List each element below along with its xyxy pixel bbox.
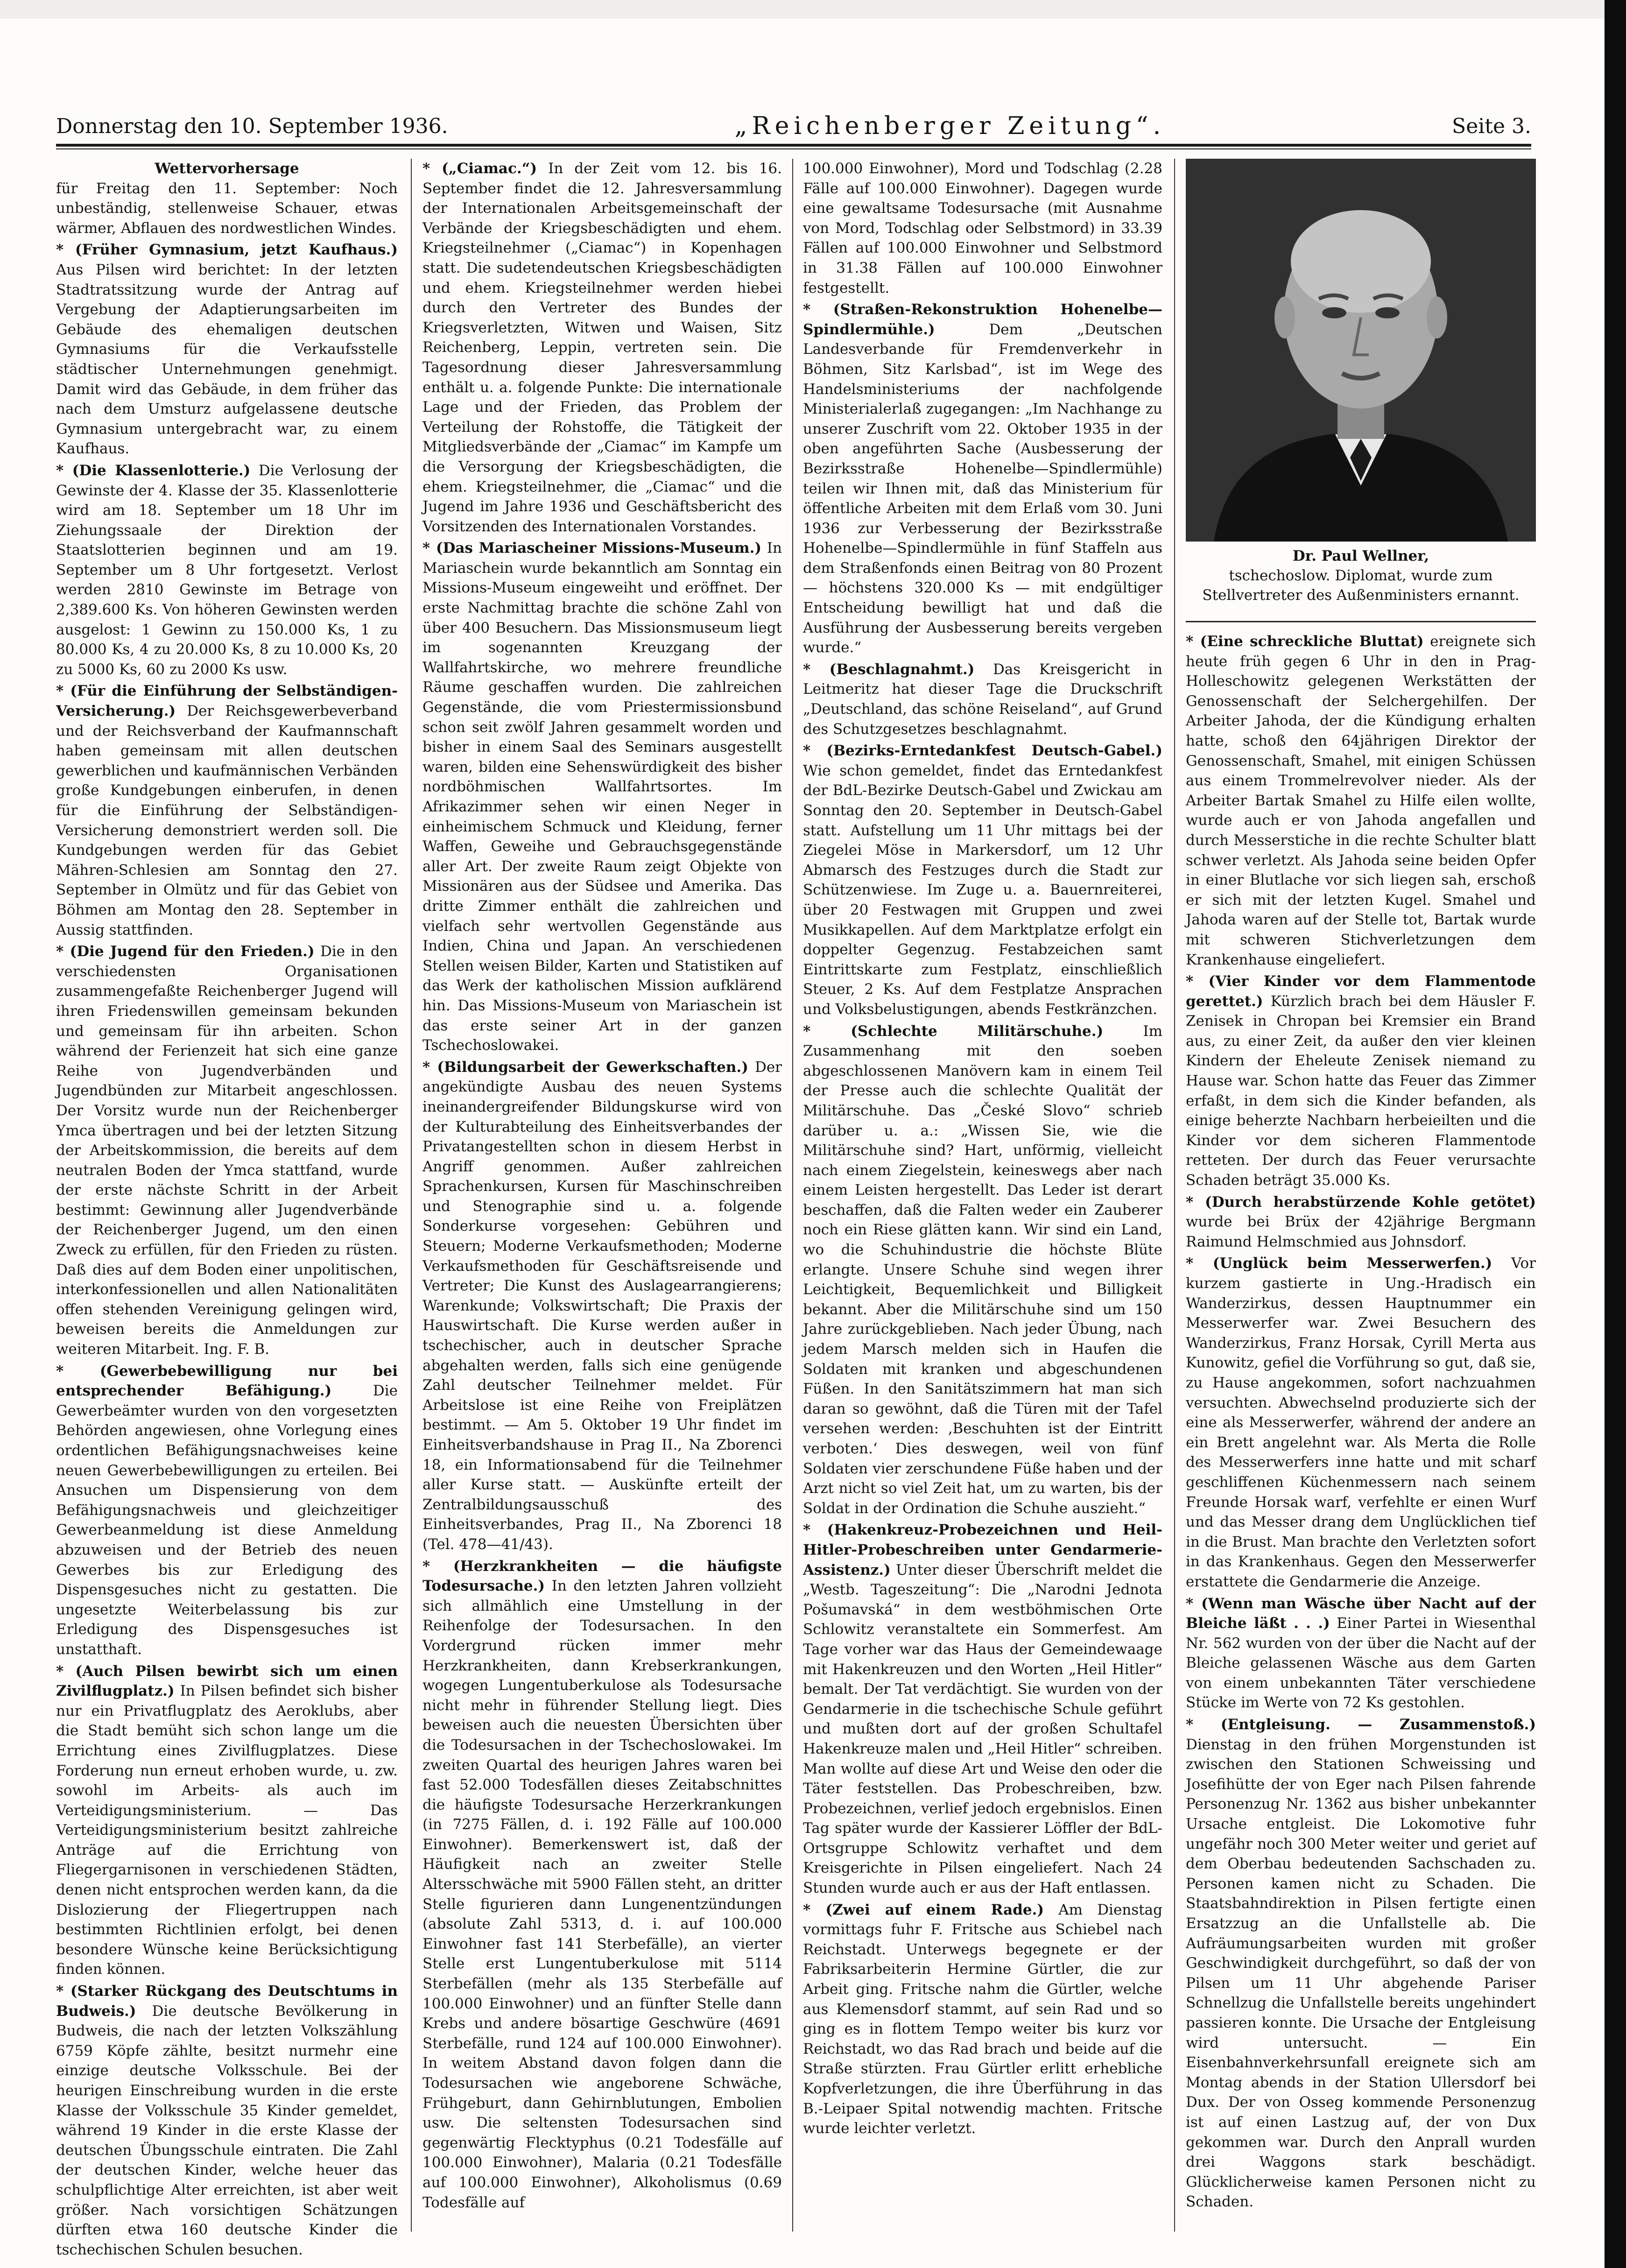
article-headline: * (Starker Rückgang des Deutschtums in Budweis.) [56, 1983, 398, 2020]
article-paragraph [56, 461, 398, 680]
column-divider [792, 159, 793, 2232]
article-text: wurde bei Brüx der 42jährige Bergmann Raimund Helmschmied aus Johnsdorf. [1186, 1213, 1536, 1250]
header-date: Donnerstag den 10. September 1936. [56, 114, 448, 138]
column-4-articles [1186, 632, 1536, 2212]
page-number: Seite 3. [1452, 114, 1531, 138]
header-rule [56, 144, 1531, 147]
article-paragraph [56, 942, 398, 1359]
portrait-photo [1186, 159, 1536, 542]
header-rule-thin [56, 148, 1531, 149]
portrait-illustration [1186, 159, 1536, 542]
article-headline: * (Hakenkreuz-Probezeichnen und Heil-Hitler-Probeschreiben unter Gendarmerie-Assistenz.) [803, 1521, 1162, 1578]
article-paragraph [803, 1900, 1162, 2139]
caption-name: Dr. Paul Wellner, [1292, 548, 1429, 564]
article-paragraph [56, 1662, 398, 1980]
article-paragraph [422, 159, 782, 536]
article-headline: * (Durch herabstürzende Kohle getötet) [1186, 1193, 1536, 1211]
article-text: Der Reichsgewerbeverband und der Reichsverband der Kaufmannschaft haben gemeinsam mit allen deutschen gewerblichen und kaufmännischen Verbänden große Kundgebungen einberufen, in denen für die Einführung der Selbständigen-Versicherung demonstriert werden soll. Die Kundgebungen werden für das Gebiet Mähren-Schlesien am Sonntag den 27. September in Olmütz und für das Gebiet von Böhmen am Montag den 28. September in Aussig stattfinden. [56, 703, 398, 938]
article-headline: * (Beschlagnahmt.) [803, 661, 975, 678]
newspaper-title: „Reichenberger Zeitung“. [734, 112, 1166, 140]
page-header [56, 112, 1531, 140]
article-headline: * (Wenn man Wäsche über Nacht auf der Bleiche läßt . . .) [1186, 1595, 1536, 1632]
article-text: Dem „Deutschen Landesverbande für Fremdenverkehr in Böhmen, Sitz Karlsbad“, ist im Wege des Handelsministeriums der nachfolgende Ministerialerlaß zugegangen: „Im Nachhange zu unserer Zuschrift vom 22. Oktober 1935 in der oben angeführten Sache (Ausbesserung der Bezirksstraße Hohenelbe—Spindlermühle) teilen wir Ihnen mit, daß das Ministerium für öffentliche Arbeiten mit dem Erlaß vom 30. Juni 1936 zur Verbesserung der Bezirksstraße Hohenelbe—Spindlermühle in fünf Staffeln aus dem Straßenfonds einen Beitrag von 80 Prozent — höchstens 320.000 Ks — mit endgültiger Entscheidung bewilligt hat und daß die Ausführung der Ausbesserung bereits vergeben wurde.“ [803, 321, 1162, 656]
article-text: Am Dienstag vormittags fuhr F. Fritsche aus Schiebel nach Reichstadt. Unterwegs begegnete er der Fabriksarbeiterin Hermine Gürtler, die zur Arbeit ging. Fritsche nahm die Gürtler, welche aus Klemensdorf stammt, auf sein Rad und so ging es in flottem Tempo weiter bis kurz vor Reichstadt, wo das Rad brach und beide auf die Straße stürzten. Frau Gürtler erlitt erhebliche Kopfverletzungen, die ihre Überführung in das B.-Leipaer Spital notwendig machten. Fritsche wurde leichter verletzt. [803, 1901, 1162, 2137]
article-headline: * (Straßen-Rekonstruktion Hohenelbe—Spindlermühle.) [803, 301, 1162, 338]
article-paragraph [56, 179, 398, 239]
article-headline: * (Zwei auf einem Rade.) [803, 1901, 1044, 1918]
article-headline: * (Die Klassenlotterie.) [56, 462, 251, 479]
scan-top-band [0, 0, 1626, 19]
photo-caption [1186, 546, 1536, 605]
article-headline: * (Vier Kinder vor dem Flammentode gerettet.) [1186, 973, 1536, 1010]
article-headline: * (Eine schreckliche Bluttat) [1186, 633, 1424, 650]
article-paragraph [56, 1981, 398, 2260]
article-headline: * (Gewerbebewilligung nur bei entsprechender Befähigung.) [56, 1362, 398, 1400]
article-text: Die Verlosung der Gewinste der 4. Klasse der 35. Klassenlotterie wird am 18. September um 18 Uhr im Ziehungssaale der Direktion der Staatslotterien beginnen und am 19. September um 8 Uhr fortgesetzt. Verlost werden 2810 Gewinste im Betrage von 2,389.600 Ks. Von höheren Gewinsten werden ausgelost: 1 Gewinn zu 150.000 Ks, 1 zu 80.000 Ks, 4 zu 20.000 Ks, 8 zu 10.000 Ks, 20 zu 5000 Ks, 60 zu 2000 Ks usw. [56, 462, 398, 678]
column-4 [1186, 159, 1536, 2232]
article-paragraph [1186, 1715, 1536, 2212]
article-text: Im Zusammenhang mit den soeben abgeschlossenen Manövern kam in einem Teil der Presse auch die schlechte Qualität der Militärschuhe. Das „České Slovo“ schrieb darüber u. a.: „Wissen Sie, wie die Militärschuhe sind? Hart, unförmig, vielleicht nach einem Ziegelstein, keineswegs aber nach einem Leisten hergestellt. Das Leder ist derart beschaffen, daß die Falten weder ein Zauberer noch ein Riese glätten kann. Wir sind ein Land, wo die Schuhindustrie die höchste Blüte erlangte. Unsere Schuhe sind wegen ihrer Leichtigkeit, Bequemlichkeit und Billigkeit bekannt. Aber die Militärschuhe sind um 150 Jahre zurückgeblieben. Nach jeder Übung, nach jedem Marsch melden sich in Haufen die Soldaten mit kranken und abgeschundenen Füßen. In den Sanitätszimmern hat man sich daran so gewöhnt, daß die Türen mit der Tafel versehen werden: ‚Beschuhten ist der Eintritt verboten.‘ Dies deswegen, weil von fünf Soldaten vier zerschundene Füße haben und der Arzt nicht so viel Zeit hat, um zu warten, bis der Soldat in der Ordination die Schuhe auszieht.“ [803, 1022, 1162, 1517]
column-divider [1174, 159, 1175, 2232]
article-text: ereignete sich heute früh gegen 6 Uhr in den in Prag-Holleschowitz gelegenen Werkstätten der Genossenschaft der Selchergehilfen. Der Arbeiter Jahoda, der die Kündigung erhalten hatte, schoß den 64jährigen Direktor der Genossenschaft, Smahel, mit einigen Schüssen aus einem Trommelrevolver nieder. Als der Arbeiter Bartak Smahel zu Hilfe eilen wollte, wurde auch er von Jahoda angefallen und durch Messerstiche in die rechte Schulter blatt schwer verletzt. Als Jahoda seine beiden Opfer in einer Blutlache vor sich liegen sah, erschoß er sich mit der letzten Kugel. Smahel und Jahoda waren auf der Stelle tot, Bartak wurde mit schweren Stichverletzungen dem Krankenhause eingeliefert. [1186, 633, 1536, 968]
article-paragraph [422, 1057, 782, 1555]
article-paragraph [56, 681, 398, 940]
article-text: Die in den verschiedensten Organisationen zusammengefaßte Reichenberger Jugend will ihren Friedenswillen gemeinsam bekunden und gemeinsam für ihn arbeiten. Schon während der Ferienzeit hat sich eine ganze Reihe von Jugendverbänden und Jugendbünden zur Mitarbeit angeschlossen. Der Vorsitz wurde nun der Reichenberger Ymca übertragen und bei der letzten Sitzung der Arbeitskommission, die bereits auf dem neutralen Boden der Ymca stattfand, wurde der erste nächste Schritt in der Arbeit bestimmt: Gewinnung aller Jugendverbände der Reichenberger Jugend, um den einen Zweck zu erfüllen, für den Frieden zu rüsten. Daß dies auf dem Boden einer unpolitischen, interkonfessionellen und allen Nationalitäten offen stehenden Vereinigung gelingen wird, beweisen bereits die Anmeldungen zur weiteren Mitarbeit. Ing. F. B. [56, 943, 398, 1358]
article-paragraph [1186, 1594, 1536, 1713]
article-headline: * (Entgleisung. — Zusammenstoß.) [1186, 1716, 1536, 1733]
article-paragraph [803, 1520, 1162, 1898]
article-text: Dienstag in den frühen Morgenstunden ist zwischen den Stationen Schweissing und Josefihütte der von Eger nach Pilsen fahrende Personenzug Nr. 1362 aus bisher unbekannter Ursache entgleist. Die Lokomotive fuhr ungefähr noch 300 Meter weiter und geriet auf dem Oberbau bedeutenden Sachschaden zu. Personen kamen nicht zu Schaden. Die Staatsbahndirektion in Pilsen fertigte einen Ersatzzug an die Unfallstelle ab. Die Aufräumungsarbeiten wurden mit großer Geschwindigkeit durchgeführt, so daß der von Pilsen um 11 Uhr abgehende Pariser Schnellzug die Unfallstelle bereits ungehindert passieren konnte. Die Ursache der Entgleisung wird untersucht. — Ein Eisenbahnverkehrsunfall ereignete sich am Montag abends in der Station Ullersdorf bei Dux. Der von Osseg kommende Personenzug ist auf einen Lastzug auf, der von Dux gekommen war. Durch den Anprall wurden drei Waggons stark beschädigt. Glücklicherweise kamen Personen nicht zu Schaden. [1186, 1736, 1536, 2211]
column-divider [411, 159, 412, 2232]
article-paragraph [422, 538, 782, 1055]
article-paragraph [803, 300, 1162, 658]
article-headline: * („Ciamac.“) [422, 160, 537, 177]
article-paragraph [803, 741, 1162, 1019]
article-paragraph [1186, 632, 1536, 970]
article-headline: * (Bildungsarbeit der Gewerkschaften.) [422, 1058, 748, 1076]
article-headline: * (Die Jugend für den Frieden.) [56, 943, 315, 960]
article-text: Vor kurzem gastierte in Ung.-Hradisch ein Wanderzirkus, dessen Hauptnummer ein Messerwerfer war. Zwei Besuchern des Wanderzirkus, Franz Horsak, Cyrill Merta aus Kunowitz, gefiel die Vorführung so gut, daß sie, zu Hause angekommen, sofort nachzuahmen versuchten. Abwechselnd produzierte sich der eine als Messerwerfer, während der andere an ein Brett angelehnt war. Als Merta die Rolle des Messerwerfers inne hatte und mit scharf geschliffenen Küchenmessern nach seinem Freunde Horsak warf, verfehlte er einen Wurf und das Messer drang dem Unglücklichen tief in die Brust. Man brachte den Verletzten sofort in das Krankenhaus. Gegen den Messerwerfer erstattete die Gendarmerie die Anzeige. [1186, 1255, 1536, 1590]
article-paragraph [56, 240, 398, 459]
article-headline: * (Auch Pilsen bewirbt sich um einen Zivilflugplatz.) [56, 1662, 398, 1700]
article-text: 100.000 Einwohner), Mord und Todschlag (2.28 Fälle auf 100.000 Einwohner). Dagegen wurde eine gewaltsame Todesursache (mit Ausnahme von Mord, Todschlag oder Selbstmord) in 33.39 Fällen auf 100.000 Einwohner und Selbstmord in 31.38 Fällen auf 100.000 Einwohner festgestellt. [803, 160, 1162, 296]
article-paragraph [803, 1021, 1162, 1519]
article-paragraph [1186, 972, 1536, 1190]
article-text: In Pilsen befindet sich bisher nur ein Privatflugplatz des Aeroklubs, aber die Stadt bemüht sich schon lange um die Errichtung eines Zivilflugplatzes. Diese Forderung nun erneut erhoben wurde, u. zw. sowohl im Arbeits- als auch im Verteidigungsministerium. — Das Verteidigungsministerium besitzt zahlreiche Anträge auf die Errichtung von Fliegergarnisonen in verschiedenen Städten, denen nicht entsprochen werden kann, da die Dislozierung der Fliegertruppen nach bestimmten Richtlinien erfolgt, bei denen besondere Wünsche keine Berücksichtigung finden können. [56, 1683, 398, 1978]
article-headline: * (Das Mariascheiner Missions-Museum.) [422, 540, 762, 557]
article-headline: * (Bezirks-Erntedankfest Deutsch-Gabel.) [803, 742, 1162, 760]
article-headline: * (Für die Einführung der Selbständigen-Versicherung.) [56, 683, 398, 720]
article-headline: * (Früher Gymnasium, jetzt Kaufhaus.) [56, 241, 398, 259]
article-paragraph [422, 1557, 782, 2213]
article-paragraph [56, 1361, 398, 1660]
scan-right-edge [1605, 0, 1626, 2268]
article-text: Die Gewerbeämter wurden von den vorgesetzten Behörden angewiesen, ohne Vorlegung eines ordentlichen Befähigungsnachweises keine neuen Gewerbebewilligungen zu erteilen. Bei Ansuchen um Dispensierung von dem Befähigungsnachweis und gleichzeitiger Gewerbeanmeldung ist diese Anmeldung abzuweisen und der Betrieb des neuen Gewerbes bis zur Erledigung des Dispensgesuches nicht zu gestatten. Die ungesetzte Weiterbelassung bis zur Erledigung des Dispensgesuches ist unstatthaft. [56, 1382, 398, 1658]
column-3 [803, 159, 1162, 2232]
article-headline: * (Schlechte Militärschuhe.) [803, 1022, 1104, 1040]
article-paragraph [1186, 1254, 1536, 1592]
article-text: Der angekündigte Ausbau des neuen Systems ineinandergreifender Bildungskurse wird von der Kulturabteilung des Einheitsverbandes der Privatangestellten schon in diesem Herbst in Angriff genommen. Außer zahlreichen Sprachenkursen, Kursen für Maschinschreiben und Stenographie sind u. a. folgende Sonderkurse vorgesehen: Gebühren und Steuern; Moderne Verkaufsmethoden; Moderne Verkaufsmethoden für Geschäftsreisende und Vertreter; Die Kunst des Auslagearrangierens; Warenkunde; Volkswirtschaft; Die Praxis der Hauswirtschaft. Die Kurse werden außer in tschechischer, auch in deutscher Sprache abgehalten werden, falls sich eine genügende Zahl deutscher Teilnehmer meldet. Für Arbeitslose ist eine Reihe von Freiplätzen bestimmt. — Am 5. Oktober 19 Uhr findet im Einheitsverbandshause in Prag II., Na Zborenci 18, ein Informationsabend für die Teilnehmer aller Kurse statt. — Auskünfte erteilt der Zentralbildungsausschuß des Einheitsverbandes, Prag II., Na Zborenci 18 (Tel. 478—41/43). [422, 1058, 782, 1553]
article-text: Einer Partei in Wiesenthal Nr. 562 wurden von der über die Nacht auf der Bleiche gelassenen Wäsche aus dem Garten von einem unbekannten Täter verschiedene Stücke im Werte von 72 Ks gestohlen. [1186, 1615, 1536, 1712]
article-paragraph [803, 660, 1162, 739]
article-headline: * (Unglück beim Messerwerfen.) [1186, 1255, 1492, 1272]
column-2 [422, 159, 782, 2232]
article-paragraph [1186, 1192, 1536, 1252]
article-text: Kürzlich brach bei dem Häusler F. Zenisek in Chropan bei Kremsier ein Brand aus, zu einer Zeit, da außer den vier kleinen Kindern der Eheleute Zenisek niemand zu Hause war. Schon hatte das Feuer das Zimmer erfaßt, in dem sich die Kinder befanden, als einige beherzte Nachbarn herbeieilten und die Kinder vor dem sicheren Flammentode retteten. Der durch das Feuer verursachte Schaden beträgt 35.000 Ks. [1186, 993, 1536, 1189]
article-text: In Mariaschein wurde bekanntlich am Sonntag ein Missions-Museum eingeweiht und eröffnet. Der erste Nachmittag brachte die schöne Zahl von über 400 Besuchern. Das Missionsmuseum liegt im sogenannten Kreuzgang der Wallfahrtskirche, wo mehrere freundliche Räume geschaffen wurden. Die zahlreichen Gegenstände, die vom Priestermissionsbund schon seit zwölf Jahren gesammelt worden und bisher in einem Saal des Seminars ausgestellt waren, bilden eine Sehenswürdigkeit des bisher nordböhmischen Wallfahrtsortes. Im Afrikazimmer sehen wir einen Neger in einheimischem Schmuck und Kleidung, ferner Waffen, Geweihe und Gebrauchsgegenstände aller Art. Der zweite Raum zeigt Objekte von Missionären aus der Südsee und Amerika. Das dritte Zimmer enthält die zahlreichen und vielfach sehr wertvollen Gegenstände aus Indien, China und Japan. An verschiedenen Stellen weisen Bilder, Karten und Statistiken auf das Werk der katholischen Mission aufklärend hin. Das Missions-Museum von Mariaschein ist das erste seiner Art in der ganzen Tschechoslowakei. [422, 540, 782, 1054]
article-text: In den letzten Jahren vollzieht sich allmählich eine Umstellung in der Reihenfolge der Todesursachen. In den Vordergrund rücken immer mehr Herzkrankheiten, dann Krebserkrankungen, wogegen Lungentuberkulose als Todesursache nicht mehr in führender Stellung liegt. Dies beweisen auch die neuesten Übersichten über die Todesursachen in der Tschechoslowakei. Im zweiten Quartal des heurigen Jahres waren bei fast 52.000 Todesfällen dieses Zeitabschnittes die häufigste Todesursache Herzerkrankungen (in 7275 Fällen, d. i. 192 Fälle auf 100.000 Einwohner). Bemerkenswert ist, daß der Häufigkeit nach an zweiter Stelle Altersschwäche mit 5900 Fällen steht, an dritter Stelle figurieren dann Lungenentzündungen (absolute Zahl 5313, d. i. auf 100.000 Einwohner fast 141 Sterbefälle), an vierter Stelle erst Lungentuberkulose mit 5114 Sterbefällen (mehr als 135 Sterbefälle auf 100.000 Einwohner) und an fünfter Stelle dann Krebs und andere bösartige Geschwüre (4691 Sterbefälle, rund 124 auf 100.000 Einwohner). In weitem Abstand davon folgen dann die Todesursachen wie angeborene Schwäche, Frühgeburt, dann Gehirnblutungen, Embolien usw. Die seltensten Todesursachen sind gegenwärtig Flecktyphus (0.21 Todesfälle auf 100.000 Einwohner), Malaria (0.21 Todesfälle auf 100.000 Einwohner), Alkoholismus (0.69 Todesfälle auf [422, 1578, 782, 2211]
article-text: Aus Pilsen wird berichtet: In der letzten Stadtratssitzung wurde der Antrag auf Vergebung der Adaptierungsarbeiten im Gebäude des ehemaligen deutschen Gymnasiums für die Verkaufsstelle städtischer Unternehmungen genehmigt. Damit wird das Gebäude, in dem früher das nach dem Umsturz aufgelassene deutsche Gymnasium untergebracht war, zu einem Kaufhaus. [56, 261, 398, 458]
article-text: In der Zeit vom 12. bis 16. September findet die 12. Jahresversammlung der Internationalen Arbeitsgemeinschaft der Verbände der Kriegsbeschädigten und ehem. Kriegsteilnehmer („Ciamac“) in Kopenhagen statt. Die sudetendeutschen Kriegsbeschädigten und ehem. Kriegsteilnehmer werden hiebei durch den Vertreter des Bundes der Kriegsverletzten, Witwen und Waisen, Sitz Reichenberg, Leppin, vertreten sein. Die Tagesordnung dieser Jahresversammlung enthält u. a. folgende Punkte: Die internationale Lage und der Frieden, das Problem der Verteilung der Rohstoffe, die Tätigkeit der Mitgliedsverbände der „Ciamac“ im Kampfe um die Versorgung der Kriegsbeschädigten, die ehem. Kriegsteilnehmer, die „Ciamac“ und die Jugend im Jahre 1936 und Geschäftsbericht des Vorsitzenden des Internationalen Vorstandes. [422, 160, 782, 535]
section-heading: Wettervorhersage [155, 160, 299, 177]
column-1 [56, 159, 398, 2258]
article-paragraph [803, 159, 1162, 298]
article-text: Unter dieser Überschrift meldet die „Westb. Tageszeitung“: Die „Narodni Jednota Pošumavská“ in dem westböhmischen Orte Schlowitz veranstaltete ein Sommerfest. Am Tage vorher war das Haus der Gemeindewaage mit Hakenkreuzen und den Worten „Heil Hitler“ bemalt. Der Tat verdächtigt. Sie wurden von der Gendarmerie in die tschechische Schule geführt und mußten dort auf der großen Schultafel Hakenkreuze malen und „Heil Hitler“ schreiben. Man wollte auf diese Art und Weise den oder die Täter feststellen. Das Probeschreiben, bzw. Probezeichnen, verlief jedoch ergebnislos. Einen Tag später wurde der Kassierer Löffler der BdL-Ortsgruppe Schlowitz verhaftet und dem Kreisgerichte in Pilsen eingeliefert. Nach 24 Stunden wurde auch er aus der Haft entlassen. [803, 1561, 1163, 1897]
caption-rule [1186, 621, 1536, 622]
article-text: für Freitag den 11. September: Noch unbeständig, stellenweise Schauer, etwas wärmer, Abflauen des nordwestlichen Windes. [56, 180, 398, 237]
article-text: Die deutsche Bevölkerung in Budweis, die nach der letzten Volkszählung 6759 Köpfe zählte, besitzt nurmehr eine einzige deutsche Volksschule. Bei der heurigen Einschreibung wurden in die erste Klasse der Volksschule 35 Kinder gemeldet, während 19 Kinder in die erste Klasse der deutschen Übungsschule eintraten. Die Zahl der deutschen Kinder, welche heuer das schulpflichtige Alter erreichten, ist aber weit größer. Nach vorsichtigen Schätzungen dürften etwa 160 deutsche Kinder die tschechischen Schulen besuchen. [56, 2002, 398, 2258]
article-headline: * (Herzkrankheiten — die häufigste Todesursache.) [422, 1557, 782, 1595]
article-text: Wie schon gemeldet, findet das Erntedankfest der BdL-Bezirke Deutsch-Gabel und Zwickau am Sonntag den 20. September in Deutsch-Gabel statt. Aufstellung um 11 Uhr mittags bei der Ziegelei Möse in Markersdorf, um 12 Uhr Abmarsch des Festzuges durch die Stadt zur Schützenwiese. Im Zuge u. a. Bauernreiterei, über 20 Festwagen mit Gruppen und zwei Musikkapellen. Auf dem Marktplatze erfolgt ein doppelter Gegenzug. Festabzeichen samt Eintrittskarte zum Festplatz, einschließlich Steuer, 2 Ks. Auf dem Festplatze Ansprachen und Volksbelustigungen, abends Festkränzchen. [803, 762, 1162, 1018]
caption-text: tschechoslow. Diplomat, wurde zum Stellvertreter des Außenministers ernannt. [1202, 567, 1520, 604]
article-text: Das Kreisgericht in Leitmeritz hat dieser Tage die Druckschrift „Deutschland, das schöne Reiseland“, auf Grund des Schutzgesetzes beschlagnahmt. [803, 661, 1162, 738]
